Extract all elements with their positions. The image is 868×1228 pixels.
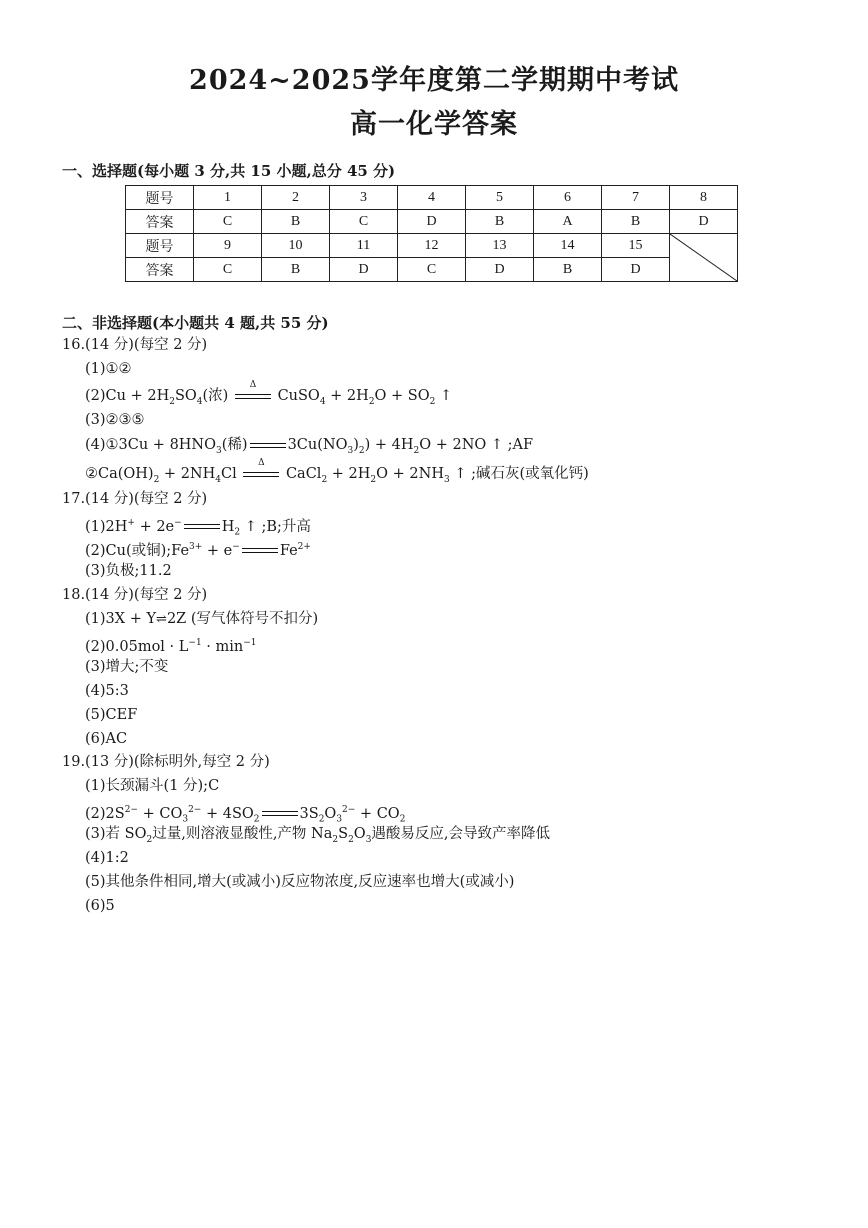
q18-answer-4: (4)5:3 [85,683,129,699]
blank-diagonal-cell [670,234,738,282]
table-cell: B [262,258,330,282]
table-cell: D [398,210,466,234]
table-cell: 15 [602,234,670,258]
table-cell: B [534,258,602,282]
table-cell: C [194,210,262,234]
row-label: 题号 [126,186,194,210]
q18-title: 18.(14 分)(每空 2 分) [62,587,208,603]
q16-answer-2: $(2)Cu + 2H_2SO_4$(浓) Δ CuSO$_4$ + $2H_2O + SO_2$ ↑ [85,380,453,407]
q19-answer-4: (4)1:2 [85,850,129,866]
q19-answer-3: (3)若 $SO_2$过量,则溶液显酸性,产物 $Na_2S_2O_3$遇酸易反应,会导致产率降低 [85,826,551,845]
section2-heading: 二、非选择题(本小题共 4 题,共 55 分) [62,314,329,332]
table-cell: 2 [262,186,330,210]
q16-answer-1: (1)①② [85,361,132,377]
q16-answer-4-2: $②Ca(OH)_2 + 2NH_4Cl$ Δ CaCl$_2$ + $2H_2O + 2NH_3$ ↑ ;碱石灰(或氧化钙) [85,458,589,485]
q17-answer-1: (1)2H+ + 2e− $H_2$ ↑ ;B;升高 [85,518,311,538]
table-cell: 8 [670,186,738,210]
q19-answer-1: (1)长颈漏斗(1 分);C [85,778,220,794]
table-cell: 4 [398,186,466,210]
table-cell: 7 [602,186,670,210]
table-cell: 1 [194,186,262,210]
table-cell: C [398,258,466,282]
q19-answer-6: (6)5 [85,898,115,914]
q18-answer-6: (6)AC [85,731,128,747]
q18-answer-3: (3)增大;不变 [85,659,169,675]
table-row [126,186,738,210]
table-cell: D [670,210,738,234]
q17-answer-3: (3)负极;11.2 [85,563,172,579]
q18-answer-2: $(2)0.05mol \cdot L^{-1} \cdot \min^{-1}$ [85,638,257,655]
table-cell: D [466,258,534,282]
q18-answer-1: (1)3X + Y⇌2Z (写气体符号不扣分) [85,611,319,627]
q19-answer-2: $(2)2S^{2-} + CO_3^{2-} + 4SO_2$ $3S_2O_3^{2-} + CO_2$ [85,805,406,825]
table-row [126,234,738,258]
section1-heading: 一、选择题(每小题 3 分,共 15 小题,总分 45 分) [62,162,396,180]
table-cell: 3 [330,186,398,210]
exam-subtitle: 高一化学答案 [350,109,518,140]
row-label: 题号 [126,234,194,258]
table-cell: 5 [466,186,534,210]
q17-answer-2: (2)Cu(或铜)$;Fe^{3+} + e^-$ $Fe^{2+}$ [85,542,311,559]
table-cell: 14 [534,234,602,258]
q16-answer-4-1: (4)①3Cu + $8HNO_3$(稀) $3Cu(NO_3)_2) + 4H_2O + 2NO$ ↑ ;AF [85,437,534,456]
table-cell: B [466,210,534,234]
table-cell: 13 [466,234,534,258]
table-cell: D [602,258,670,282]
exam-title: 2024~2025学年度第二学期期中考试 [189,65,679,96]
q19-title: 19.(13 分)(除标明外,每空 2 分) [62,754,270,770]
table-cell: A [534,210,602,234]
table-row [126,258,738,282]
table-row [126,210,738,234]
row-label: 答案 [126,258,194,282]
table-cell: C [330,210,398,234]
table-cell: 6 [534,186,602,210]
q19-answer-5: (5)其他条件相同,增大(或减小)反应物浓度,反应速率也增大(或减小) [85,874,515,890]
table-cell: B [602,210,670,234]
row-label: 答案 [126,210,194,234]
table-cell: C [194,258,262,282]
table-cell: B [262,210,330,234]
table-cell: 9 [194,234,262,258]
q17-title: 17.(14 分)(每空 2 分) [62,491,208,507]
table-cell: 11 [330,234,398,258]
table-cell: D [330,258,398,282]
q16-title: 16.(14 分)(每空 2 分) [62,337,208,353]
q16-answer-3: (3)②③⑤ [85,412,145,428]
answer-table [125,185,738,282]
table-cell: 12 [398,234,466,258]
table-cell: 10 [262,234,330,258]
q18-answer-5: (5)CEF [85,707,138,723]
